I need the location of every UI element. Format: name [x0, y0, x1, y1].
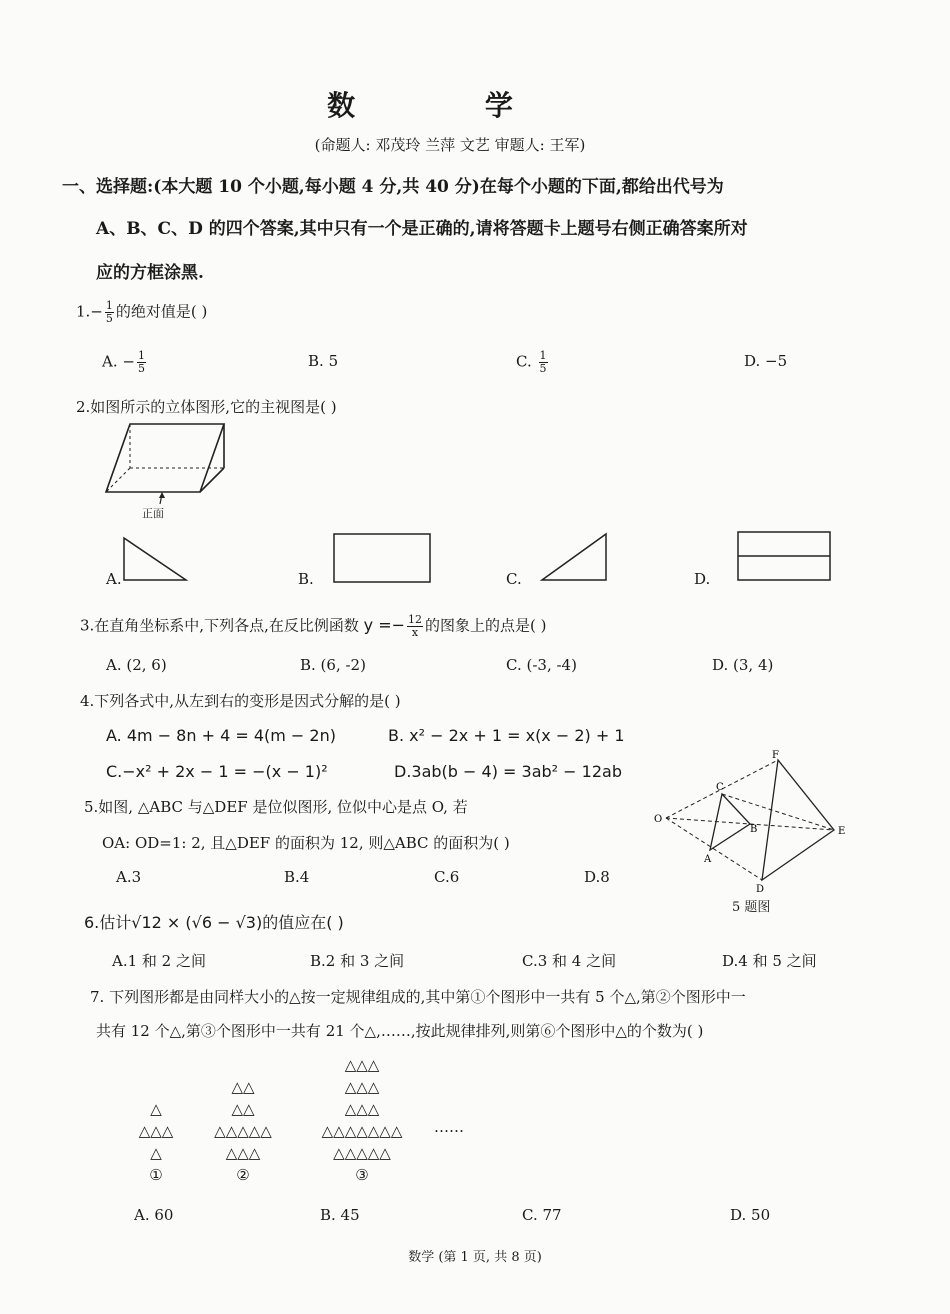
q2-option-d[interactable]: D. [694, 570, 711, 588]
figure-number-label: ② [236, 1166, 250, 1184]
page-title: 数 学 [327, 89, 573, 122]
section-heading-line2: A、B、C、D 的四个答案,其中只有一个是正确的,请将答题卡上题号右侧正确答案所对 [96, 219, 748, 239]
q7-ellipsis: …… [434, 1118, 464, 1136]
q6-option-c[interactable]: C.3 和 4 之间 [522, 952, 617, 970]
question-2-stem: 2.如图所示的立体图形,它的主视图是( ) [76, 398, 337, 416]
q1-option-d[interactable]: D. −5 [744, 352, 788, 370]
question-5-stem-line1: 5.如图, △ABC 与△DEF 是位似图形, 位似中心是点 O, 若 [84, 798, 468, 816]
q1-option-a[interactable]: A. − $\frac{1}{5}$ [102, 349, 145, 375]
figure-number-label: ③ [355, 1166, 369, 1184]
question-3-stem: 3.在直角坐标系中,下列各点,在反比例函数 y =− $\frac{12}{x}$ 的图象上的点是( ) [80, 613, 547, 639]
q1-option-b[interactable]: B. 5 [308, 352, 339, 370]
point-f-label: F [772, 750, 779, 761]
q3-option-a[interactable]: A. (2, 6) [106, 656, 167, 674]
q7-option-a[interactable]: A. 60 [134, 1206, 174, 1224]
q7-option-d[interactable]: D. 50 [730, 1206, 771, 1224]
q6-option-b[interactable]: B.2 和 3 之间 [310, 952, 405, 970]
section-heading-line3: 应的方框涂黑. [96, 263, 204, 283]
question-1-stem: 1.− $\frac{1}{5}$ 的绝对值是( ) [76, 299, 208, 325]
section-heading-line1: 一、选择题:(本大题 10 个小题,每小题 4 分,共 40 分)在每个小题的下面,都给出代号为 [62, 177, 724, 197]
q4-option-a[interactable]: A. 4m − 8n + 4 = 4(m − 2n) [106, 726, 336, 745]
question-7-stem-line1: 7. 下列图形都是由同样大小的△按一定规律组成的,其中第①个图形中一共有 5 个△,第②个图形中一 [90, 988, 746, 1006]
point-d-label: D [756, 884, 765, 895]
q2-option-b[interactable]: B. [298, 570, 314, 588]
q3-option-d[interactable]: D. (3, 4) [712, 656, 774, 674]
q4-option-c[interactable]: C.−x² + 2x − 1 = −(x − 1)² [106, 762, 328, 781]
q7-figure-2: △△ △△ △△△△△ △△△ ② [198, 1076, 288, 1186]
q7-figure-3: △△△ △△△ △△△ △△△△△△△ △△△△△ ③ [300, 1054, 424, 1186]
q3-option-b[interactable]: B. (6, -2) [300, 656, 366, 674]
q3-option-c[interactable]: C. (-3, -4) [506, 656, 577, 674]
q2-prism-figure [100, 420, 230, 520]
point-b-label: B [750, 824, 758, 835]
page-footer: 数学 (第 1 页, 共 8 页) [408, 1250, 542, 1265]
q6-option-a[interactable]: A.1 和 2 之间 [112, 952, 206, 970]
point-o-label: O [654, 814, 663, 825]
q7-option-c[interactable]: C. 77 [522, 1206, 562, 1224]
point-e-label: E [838, 826, 846, 837]
q6-option-d[interactable]: D.4 和 5 之间 [722, 952, 817, 970]
q5-figure-caption: 5 题图 [732, 900, 771, 915]
q2-option-d-shape [736, 530, 832, 582]
question-5-stem-line2: OA: OD=1: 2, 且△DEF 的面积为 12, 则△ABC 的面积为( ) [102, 834, 510, 852]
q5-option-d[interactable]: D.8 [584, 868, 610, 886]
authors-line: (命题人: 邓茂玲 兰萍 文艺 审题人: 王军) [314, 136, 586, 154]
q5-option-a[interactable]: A.3 [116, 868, 142, 886]
q2-option-b-shape [332, 532, 432, 584]
question-7-stem-line2: 共有 12 个△,第③个图形中一共有 21 个△,……,按此规律排列,则第⑥个图形中△的个数为( ) [96, 1022, 704, 1040]
figure-number-label: ① [149, 1166, 163, 1184]
q2-option-a-shape [122, 536, 188, 584]
q2-option-a[interactable]: A. [106, 570, 122, 588]
fraction: $\frac{1}{5}$ [105, 299, 113, 325]
point-c-label: C [716, 782, 724, 793]
q2-option-c[interactable]: C. [506, 570, 522, 588]
q7-figure-1: △ △△△ △ ① [126, 1098, 186, 1186]
point-a-label: A [704, 854, 712, 865]
q2-figure-label: 正面 [142, 507, 164, 520]
q4-option-b[interactable]: B. x² − 2x + 1 = x(x − 2) + 1 [388, 726, 625, 745]
q4-option-d[interactable]: D.3ab(b − 4) = 3ab² − 12ab [394, 762, 622, 781]
q5-option-b[interactable]: B.4 [284, 868, 310, 886]
q7-option-b[interactable]: B. 45 [320, 1206, 360, 1224]
question-6-stem: 6.估计√12 × (√6 − √3)的值应在( ) [84, 913, 344, 932]
q2-option-c-shape [540, 532, 608, 582]
q5-homothety-figure [652, 750, 852, 895]
q1-option-c[interactable]: C. $\frac{1}{5}$ [516, 349, 547, 375]
q5-option-c[interactable]: C.6 [434, 868, 460, 886]
question-4-stem: 4.下列各式中,从左到右的变形是因式分解的是( ) [80, 692, 401, 710]
